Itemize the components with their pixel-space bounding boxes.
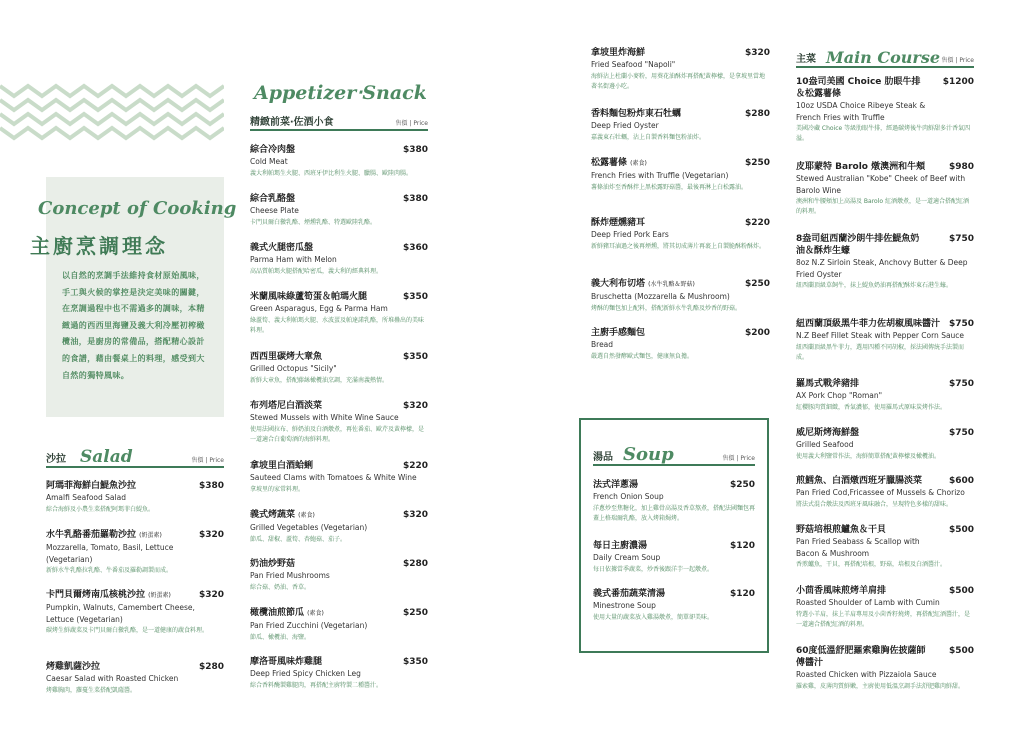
item-name: 野菇培根煎鱸魚＆干貝 (796, 525, 887, 535)
soup-title-en: Soup (623, 444, 674, 465)
item-desc: 薯條油炸至香酥拌上黑松露野菇醬，最後再淋上白松露油。 (591, 183, 748, 191)
item-desc: 綜合菇、奶油、香草。 (250, 583, 311, 591)
item-desc: 綜合香料醃製雞腿肉，再搭配主廚特製二種醬汁。 (250, 681, 383, 689)
item-price: $250 (744, 279, 770, 289)
menu-item (250, 400, 428, 445)
item-name: 酥炸煙燻豬耳 (591, 218, 646, 228)
item-price: $280 (402, 559, 428, 569)
item-price: $1200 (942, 77, 974, 87)
item-price: $320 (198, 530, 224, 540)
item-price: $750 (948, 428, 974, 438)
item-price: $320 (402, 401, 428, 411)
item-en: Daily Cream Soup (593, 553, 661, 562)
item-desc: 綠蘆筍、義大利帕瑪火腿、水波蛋及帕達諾乳酪，所堆疊出的美味料理。 (250, 316, 425, 334)
item-price: $350 (402, 352, 428, 362)
menu-item (250, 558, 428, 593)
soup-price-label: 售價 | Price (722, 455, 755, 462)
menu-item (796, 427, 974, 462)
item-name: 小茴香風味煎烤羊肩排 (796, 586, 887, 596)
menu-item (796, 161, 974, 217)
item-price: $250 (744, 158, 770, 168)
menu-item (591, 157, 770, 193)
item-name: 松露薯條 (素食) (591, 158, 647, 168)
item-name: 義式番茄蔬菜清湯 (593, 589, 666, 599)
item-price: $500 (948, 525, 974, 535)
item-en: Fried Seafood "Napoli" (591, 60, 676, 69)
item-name: 西西里碳烤大章魚 (250, 352, 323, 362)
item-name: 奶油炒野菇 (250, 559, 296, 569)
item-desc: 將法式混合燉法及西班牙風味融合，呈現特色多樣的甜味。 (796, 500, 953, 508)
item-en: Grilled Vegetables (Vegetarian) (250, 523, 368, 532)
menu-item (250, 656, 428, 691)
item-desc: 澳洲和牛腰頰加上高湯及 Barolo 紅酒燉煮，是一道適合搭配紅酒的料理。 (796, 198, 969, 215)
item-en: Grilled Seafood (796, 440, 854, 449)
menu-item (46, 589, 224, 636)
item-en: Green Asparagus, Egg & Parma Ham (250, 304, 388, 313)
item-desc: 節瓜、甜椒、蘆筍、杏鮑菇、茄子。 (250, 535, 347, 543)
item-en: Pan Fried Mushrooms (250, 571, 330, 580)
item-en: Pan Fried Seabass & Scallop with Bacon & Mushroom (796, 537, 920, 558)
item-name: 水牛乳酪番茄羅勒沙拉 (奶蛋素) (46, 530, 162, 540)
item-name: 摩洛哥風味炸雞腿 (250, 657, 323, 667)
appetizer-title-zh: 精緻前菜‧佐酒小食 (250, 117, 334, 128)
item-desc: 新鮮水牛乳酪拉乳酪、牛番茄及羅勒調製而成。 (46, 567, 173, 574)
item-name: 主廚手感麵包 (591, 328, 646, 338)
item-price: $220 (402, 461, 428, 471)
item-name: 米蘭風味綠蘆筍蛋＆帕瑪火腿 (250, 292, 368, 302)
item-en: Pan Fried Cod,Fricassee of Mussels & Chorizo (796, 488, 965, 497)
item-desc: 紐西蘭頂級黑牛菲力，選用四種不同胡椒，採法國傳統手法製而成。 (796, 343, 965, 361)
item-name: 10盎司美國 Choice 肋眼牛排＆松露薯條 (796, 77, 921, 99)
menu-item (250, 193, 428, 228)
appetizer-script-title: Appetizer‧Snack (254, 82, 427, 104)
menu-item (250, 242, 428, 277)
item-desc: 海鮮沾上杜蘭小麥粉，用葵花油酥炸再搭配黃檸檬，是拿坡里當地著名街邊小吃。 (591, 72, 766, 90)
menu-item (796, 233, 974, 291)
concept-body: 以自然的烹調手法維持食材原始風味，手工與火候的掌控是決定美味的關鍵，在烹調過程中也不需過多的調味，本精緻過的西西里海鹽及義大利冷壓初榨橄欖油，是廚房的常備品，搭配精心設計的食譜，藉由餐桌上的料理，感受到大自然的獨特風味。 (62, 271, 205, 380)
item-desc: 高品質帕瑪火腿搭配哈密瓜，義大利的經典料理。 (250, 267, 383, 275)
item-en: Deep Fried Spicy Chicken Leg (250, 669, 361, 678)
menu-item (591, 217, 770, 252)
menu-item (796, 475, 974, 510)
item-price: $120 (729, 541, 755, 551)
concept-title-en: Concept of Cooking (38, 198, 237, 219)
item-en: Sauteed Clams with Tomatoes & White Wine (250, 473, 417, 482)
item-en: French Fries with Truffle (Vegetarian) (591, 171, 729, 180)
item-price: $380 (402, 194, 428, 204)
item-price: $280 (744, 109, 770, 119)
item-en: Bread (591, 340, 614, 349)
item-en: Stewed Mussels with White Wine Sauce (250, 413, 399, 422)
item-price: $980 (948, 162, 974, 172)
item-en: Deep Fried Oyster (591, 121, 659, 130)
menu-item (591, 278, 770, 314)
item-price: $320 (402, 510, 428, 520)
item-name: 拿坡里炸海鮮 (591, 48, 646, 58)
item-en: Amalfi Seafood Salad (46, 493, 126, 502)
item-price: $220 (744, 218, 770, 228)
item-desc: 新鮮豬耳滷過之後再煙燻，將其切成薄片再裹上自製脆酥粉酥炸。 (591, 242, 766, 250)
item-name: 義式火腿密瓜盤 (250, 243, 314, 253)
menu-item (46, 661, 224, 696)
menu-item (46, 529, 224, 576)
item-en: Deep Fried Pork Ears (591, 230, 669, 239)
item-desc: 綜合海鮮及小農生菜搭配阿瑪菲白鯷魚。 (46, 505, 155, 513)
item-name: 阿瑪菲海鮮白鯷魚沙拉 (46, 481, 137, 491)
item-en: Mozzarella, Tomato, Basil, Lettuce (Vegetarian) (46, 543, 174, 564)
menu-item (250, 291, 428, 336)
item-price: $120 (729, 589, 755, 599)
item-desc: 使用大量的蔬菜放入雞湯燉煮，簡單卻美味。 (593, 613, 714, 621)
item-price: $750 (948, 319, 974, 329)
item-en: Caesar Salad with Roasted Chicken (46, 674, 179, 683)
item-desc: 烤雞胸肉，蘿蔓生菜搭配凱薩醬。 (46, 686, 137, 694)
item-desc: 每日依據當季蔬菜，炒香後跟洋芋一起燉煮。 (593, 565, 714, 573)
salad-price-label: 售價 | Price (191, 457, 224, 464)
item-desc: 嘉義東石牡蠣，沾上自製香料麵包粉油炸。 (591, 133, 706, 141)
salad-title-zh: 沙拉 (46, 454, 66, 465)
menu-item (591, 47, 770, 92)
item-desc: 新鮮大章魚，搭配藤絲橄欖油烹調，充滿南義熱情。 (250, 376, 389, 384)
menu-item (46, 480, 224, 515)
main-header (796, 50, 974, 68)
menu-item (593, 540, 755, 575)
item-en: Minestrone Soup (593, 601, 656, 610)
menu-item (796, 318, 974, 363)
item-name: 羅馬式戰斧豬排 (796, 379, 860, 389)
item-name: 60度低溫舒肥羅索雞胸佐披薩師傅醬汁 (796, 646, 926, 668)
item-price: $280 (198, 662, 224, 672)
item-en: 10oz USDA Choice Ribeye Steak & French Fries with Truffle (796, 101, 926, 122)
item-name: 綜合乳酪盤 (250, 194, 296, 204)
item-en: AX Pork Chop "Roman" (796, 391, 883, 400)
item-en: N.Z Beef Fillet Steak with Pepper Corn Sauce (796, 331, 965, 340)
item-price: $750 (948, 234, 974, 244)
menu-item (593, 588, 755, 623)
item-name: 綜合冷肉盤 (250, 145, 296, 155)
item-price: $350 (402, 657, 428, 667)
item-price: $320 (198, 590, 224, 600)
item-price: $500 (948, 646, 974, 656)
item-en: Pan Fried Zucchini (Vegetarian) (250, 621, 368, 630)
menu-item (796, 524, 974, 570)
menu-item (591, 327, 770, 362)
item-en: French Onion Soup (593, 492, 664, 501)
item-name: 義大利布切塔 (水牛乳酪＆野菇) (591, 279, 695, 289)
item-price: $350 (402, 292, 428, 302)
item-en: Cheese Plate (250, 206, 299, 215)
item-desc: 紅櫻豚肉質細緻，香氣濃郁，使用羅馬式原味炭烤作法。 (796, 403, 947, 411)
item-desc: 羅索雞，皮薄肉質鮮嫩，主廚使用低溫烹調手法舒肥雞肉鮮甜。 (796, 682, 965, 690)
menu-item (250, 460, 428, 495)
item-price: $380 (402, 145, 428, 155)
menu-item (796, 378, 974, 413)
main-price-label: 售價 | Price (941, 57, 974, 64)
item-name: 香料麵包粉炸東石牡蠣 (591, 109, 682, 119)
item-desc: 紐西蘭頂級草飼牛，抹上鯷魚奶油再搭配酥炸東石港生蠔。 (796, 282, 953, 289)
menu-item (796, 585, 974, 630)
item-name: 紐西蘭頂級黑牛菲力佐胡椒風味醬汁 (796, 319, 941, 329)
chevron-pattern (0, 82, 224, 148)
item-en: Grilled Octopus "Sicily" (250, 364, 337, 373)
item-price: $600 (948, 476, 974, 486)
concept-title-zh: 主廚烹調理念 (30, 234, 168, 258)
salad-title-en: Salad (80, 447, 133, 467)
appetizer-header (250, 113, 428, 131)
item-name: 烤雞凱薩沙拉 (46, 662, 101, 672)
item-name: 煎鱈魚、白酒燉西班牙臘腸淡菜 (796, 476, 923, 486)
item-name: 拿坡里白酒蛤蜊 (250, 461, 314, 471)
menu-item (250, 509, 428, 545)
item-desc: 節瓜、橄欖油、海鹽。 (250, 633, 311, 641)
item-desc: 嚴選自然發酵歐式麵包，健康無負擔。 (591, 352, 694, 360)
item-price: $360 (402, 243, 428, 253)
menu-item (796, 645, 974, 692)
menu-item (591, 108, 770, 143)
menu-item (593, 479, 755, 524)
item-en: Bruschetta (Mozzarella & Mushroom) (591, 292, 730, 301)
item-desc: 香煎鱸魚，干貝，再搭配培根，野菇，培根及白酒醬汁。 (796, 561, 947, 568)
menu-item (250, 144, 428, 179)
item-price: $500 (948, 586, 974, 596)
main-title-en: Main Course (826, 48, 941, 67)
item-en: Cold Meat (250, 157, 288, 166)
item-desc: 特選小羊肩，抹上羊肩專用及小茴香籽燒烤，再搭配紅酒醬汁，是一道適合搭配紅酒的料理。 (796, 610, 971, 628)
item-desc: 碳烤生鮮蔬菜及卡門貝爾白黴乳酪，是一道健康的蔬食料理。 (46, 627, 209, 634)
menu-item (796, 76, 974, 144)
item-desc: 卡門貝爾白黴乳酪、煙燻乳酪、特選歐陸乳酪。 (250, 218, 377, 226)
soup-header (593, 444, 755, 466)
soup-title-zh: 湯品 (593, 452, 613, 463)
item-desc: 使用義大利鹽常作法，海鮮簡單搭配黃檸檬及橄欖油。 (796, 452, 941, 460)
item-en: 8oz N.Z Sirloin Steak, Anchovy Butter & Deep Fried Oyster (796, 258, 968, 279)
item-en: Pumpkin, Walnuts, Camembert Cheese, Lettuce (Vegetarian) (46, 603, 195, 624)
item-name: 每日主廚濃湯 (593, 541, 648, 551)
appetizer-price-label: 售價 | Price (395, 120, 428, 127)
item-name: 義式烤蔬菜 (素食) (250, 510, 315, 520)
item-desc: 拿坡里的家常料理。 (250, 485, 305, 493)
item-name: 皮耶蒙特 Barolo 燉澳洲和牛頰 (796, 162, 926, 172)
item-en: Stewed Australian "Kobe" Cheek of Beef with Barolo Wine (796, 174, 966, 195)
item-desc: 洋蔥炒至焦糖化，加上雞骨高湯及香草熬煮，搭配法國麵包再蓋上格瑞爾乳酪，放入烤箱焗烤。 (593, 504, 756, 522)
item-en: Roasted Chicken with Pizzaiola Sauce (796, 670, 937, 679)
item-name: 威尼斯烤海鮮盤 (796, 428, 860, 438)
item-price: $250 (729, 480, 755, 490)
item-en: Roasted Shoulder of Lamb with Cumin (796, 598, 940, 607)
salad-header (46, 447, 224, 468)
item-name: 橄欖油煎節瓜 (素食) (250, 608, 324, 618)
item-price: $750 (948, 379, 974, 389)
item-price: $320 (744, 48, 770, 58)
item-desc: 烤酥的麵包加上配料，搭配新鮮水牛乳酪及炒香的野菇。 (591, 304, 742, 312)
item-name: 法式洋蔥湯 (593, 480, 639, 490)
item-price: $250 (402, 608, 428, 618)
item-price: $200 (744, 328, 770, 338)
item-name: 布列塔尼白酒淡菜 (250, 401, 323, 411)
item-desc: 使用法國拉布、鮮奶油及白酒燉煮，再佐番茄、歐芹及黃檸檬，是一道適合白葡萄酒的海鮮料理。 (250, 425, 425, 443)
item-name: 卡門貝爾烤南瓜核桃沙拉 (奶蛋素) (46, 590, 171, 600)
main-title-zh: 主菜 (796, 54, 816, 65)
item-desc: 義大利帕瑪生火腿、西班牙伊比利生火腿、臘腸、歐陸肉腸。 (250, 169, 413, 177)
menu-item (250, 607, 428, 643)
item-price: $380 (198, 481, 224, 491)
item-en: Parma Ham with Melon (250, 255, 337, 264)
item-name: 8盎司紐西蘭沙朗牛排佐鯷魚奶油＆酥炸生蠔 (796, 234, 920, 256)
menu-item (250, 351, 428, 386)
item-desc: 美國冷藏 Choice 等級肋眼牛排，經過碳烤後牛肉鮮甜多汁香氣四溢。 (796, 125, 971, 142)
